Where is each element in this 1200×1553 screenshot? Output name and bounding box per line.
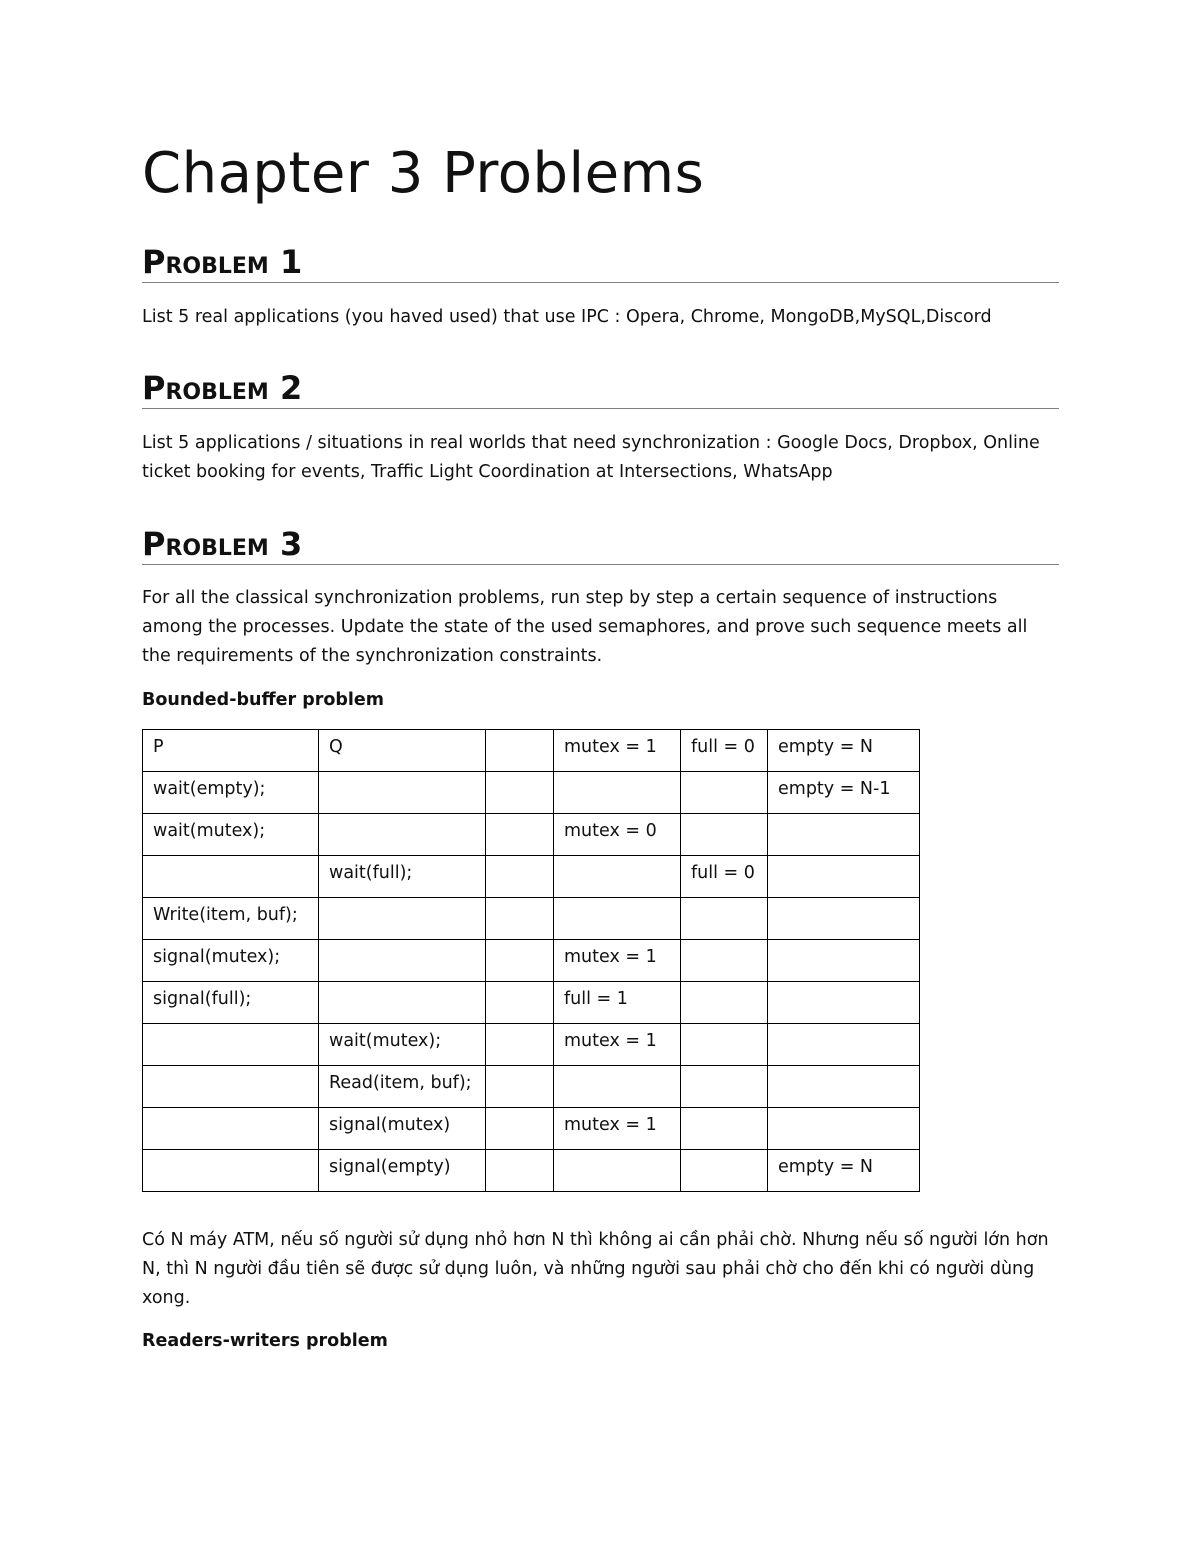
problem-2-text: List 5 applications / situations in real worlds that need synchronization : Google Docs, Dropbox, Online ticket booking for events, Traffic Light Coordination at Intersections, WhatsApp (142, 433, 1040, 482)
table-row (143, 940, 920, 982)
table-cell (486, 1066, 554, 1108)
table-cell (768, 982, 920, 1024)
table-cell (768, 814, 920, 856)
table-cell (768, 1066, 920, 1108)
table-cell: empty = N (768, 1150, 920, 1192)
table-row (143, 1108, 920, 1150)
table-cell (681, 898, 768, 940)
table-cell (681, 940, 768, 982)
table-cell (681, 982, 768, 1024)
table-cell: mutex = 0 (554, 814, 681, 856)
table-cell (486, 772, 554, 814)
table-cell (486, 1150, 554, 1192)
table-cell (681, 1108, 768, 1150)
table-cell (143, 1108, 319, 1150)
table-cell (768, 940, 920, 982)
table-cell: P (143, 730, 319, 772)
problem-1-text: List 5 real applications (you haved used) that use IPC : Opera, Chrome, MongoDB,MySQL,Discord (142, 307, 992, 327)
table-cell (143, 1066, 319, 1108)
table-cell (486, 940, 554, 982)
table-cell: full = 0 (681, 856, 768, 898)
table-cell (768, 898, 920, 940)
table-cell: mutex = 1 (554, 1024, 681, 1066)
table-row (143, 814, 920, 856)
table-cell (681, 1024, 768, 1066)
table-cell: mutex = 1 (554, 730, 681, 772)
page-title: Chapter 3 Problems (142, 141, 705, 206)
table-row (143, 856, 920, 898)
problem-2-heading: Problem 2 (142, 368, 1059, 409)
table-cell: full = 1 (554, 982, 681, 1024)
table-cell (143, 1024, 319, 1066)
table-cell: empty = N-1 (768, 772, 920, 814)
problem-1-heading: Problem 1 (142, 242, 1059, 283)
table-cell (319, 940, 486, 982)
table-row (143, 1024, 920, 1066)
table-cell (768, 856, 920, 898)
table-cell (143, 856, 319, 898)
table-cell (486, 814, 554, 856)
readers-writers-title: Readers-writers problem (142, 1331, 388, 1351)
table-cell (554, 898, 681, 940)
table-cell: signal(empty) (319, 1150, 486, 1192)
table-cell: wait(empty); (143, 772, 319, 814)
table-row (143, 730, 920, 772)
table-cell (681, 772, 768, 814)
table-cell (768, 1024, 920, 1066)
table-cell: mutex = 1 (554, 1108, 681, 1150)
table-cell (554, 772, 681, 814)
table-cell: Write(item, buf); (143, 898, 319, 940)
table-cell (486, 1108, 554, 1150)
table-cell (319, 982, 486, 1024)
table-cell (319, 898, 486, 940)
bounded-buffer-table (142, 729, 920, 1192)
table-cell (486, 1024, 554, 1066)
atm-note: Có N máy ATM, nếu số người sử dụng nhỏ hơn N thì không ai cần phải chờ. Nhưng nếu số người lớn hơn N, thì N người đầu tiên sẽ được sử dụng luôn, và những người sau phải chờ cho đến khi có người dùng xong. (142, 1230, 1049, 1308)
table-row (143, 772, 920, 814)
table-cell: mutex = 1 (554, 940, 681, 982)
table-cell (486, 898, 554, 940)
table-cell: signal(mutex) (319, 1108, 486, 1150)
table-cell (319, 814, 486, 856)
table-cell (681, 814, 768, 856)
table-row (143, 982, 920, 1024)
table-cell (681, 1066, 768, 1108)
table-cell (486, 730, 554, 772)
problem-3-text: For all the classical synchronization problems, run step by step a certain sequence of instructions among the processes. Update the state of the used semaphores, and prove such sequence meets all the requirements of the synchronization constraints. (142, 588, 1028, 666)
table-cell: wait(mutex); (319, 1024, 486, 1066)
table-cell (554, 1066, 681, 1108)
table-cell (554, 856, 681, 898)
table-cell: signal(mutex); (143, 940, 319, 982)
table-cell (554, 1150, 681, 1192)
table-cell (143, 1150, 319, 1192)
bounded-buffer-title: Bounded-buffer problem (142, 690, 385, 710)
problem-3-heading: Problem 3 (142, 524, 1059, 565)
table-cell (768, 1108, 920, 1150)
table-cell: full = 0 (681, 730, 768, 772)
table-cell: Read(item, buf); (319, 1066, 486, 1108)
table-cell: wait(mutex); (143, 814, 319, 856)
table-cell (319, 772, 486, 814)
table-cell (681, 1150, 768, 1192)
table-row (143, 898, 920, 940)
table-cell: wait(full); (319, 856, 486, 898)
table-cell: Q (319, 730, 486, 772)
table-cell (486, 982, 554, 1024)
table-cell: signal(full); (143, 982, 319, 1024)
table-cell: empty = N (768, 730, 920, 772)
table-row (143, 1066, 920, 1108)
table-cell (486, 856, 554, 898)
table-row (143, 1150, 920, 1192)
